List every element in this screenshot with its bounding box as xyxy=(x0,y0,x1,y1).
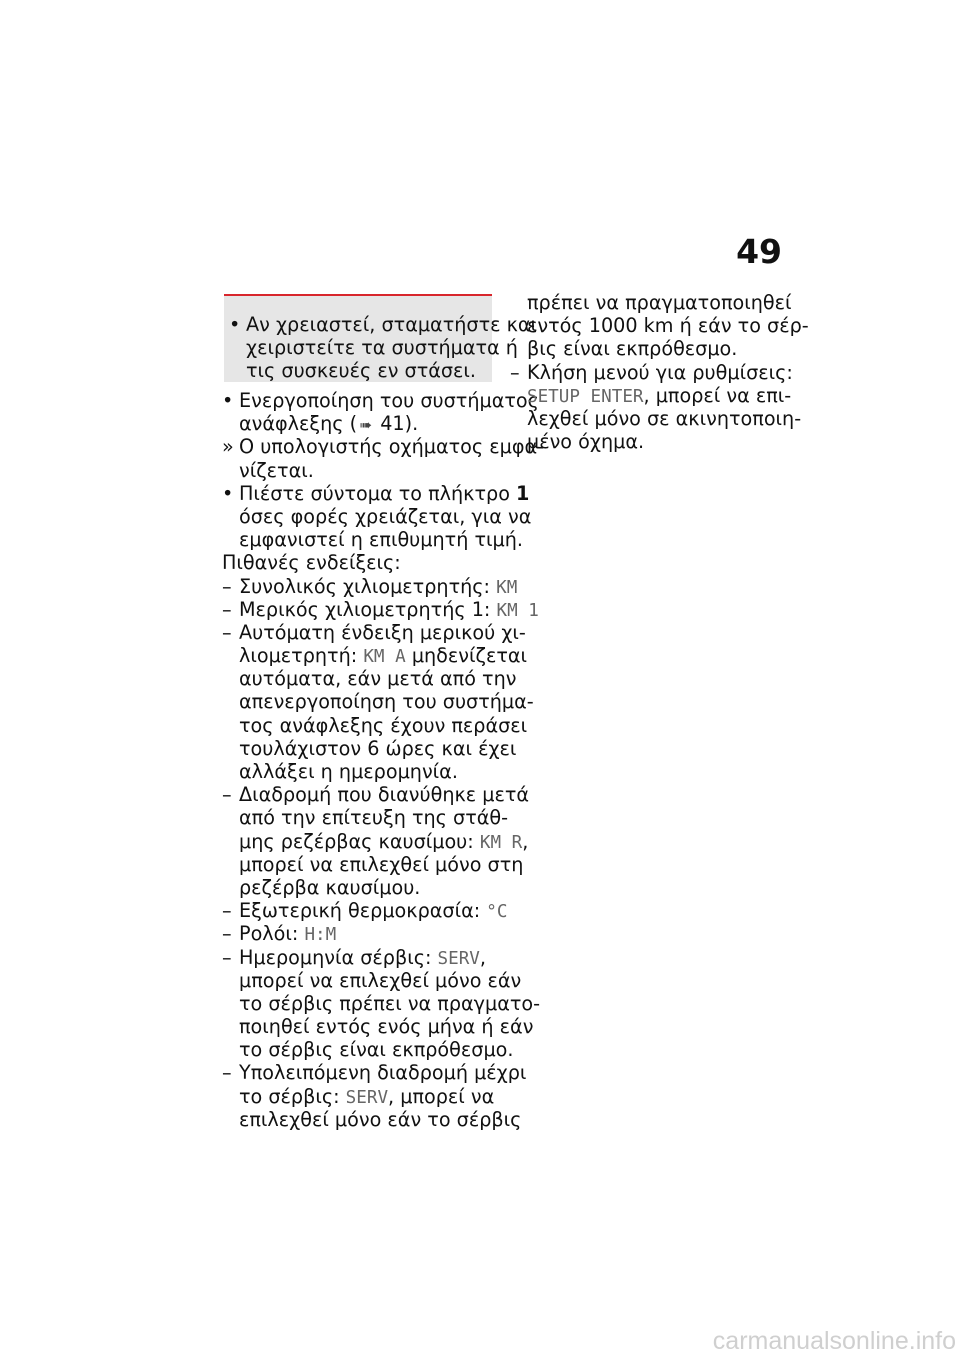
result-text: νίζεται. xyxy=(239,458,314,482)
list-item-text: Αυτόματη ένδειξη μερικού χι- xyxy=(239,620,526,644)
list-item-text: μης ρεζέρβας καυσίμου: xyxy=(239,829,480,853)
dash-marker: – xyxy=(222,922,232,946)
step-text: ανάφλεξης ( xyxy=(239,412,358,436)
list-item-text: από την επίτευξη της στάθ- xyxy=(239,806,509,830)
list-item-text: λεχθεί μόνο σε ακινητοποιη- xyxy=(527,406,802,430)
page-reference-arrow-icon: ➠ xyxy=(359,416,372,435)
dash-marker: – xyxy=(222,945,232,969)
list-item-text: επιλεχθεί μόνο εάν το σέρβις xyxy=(239,1107,522,1131)
list-item-text: μπορεί να επιλεχθεί μόνο εάν xyxy=(239,968,522,992)
right-column xyxy=(510,291,809,454)
list-item-text: το σέρβις πρέπει να πραγματο- xyxy=(239,991,541,1015)
dash-marker: – xyxy=(510,360,520,384)
list-item-text: απενεργοποίηση του συστήμα- xyxy=(239,690,534,714)
display-code: KM A xyxy=(363,647,406,668)
step-text: Πιέστε σύντομα το πλήκτρο xyxy=(239,481,517,505)
list-item-text: μένο όχημα. xyxy=(527,430,645,454)
watermark-footer[interactable]: carmanualsonline.info xyxy=(712,1327,956,1355)
display-code: SERV xyxy=(345,1087,389,1108)
list-item-text: Ημερομηνία σέρβις: xyxy=(239,945,438,969)
list-item-text: Ρολόι: xyxy=(239,922,305,946)
list-item-text: εντός 1000 km ή εάν το σέρ- xyxy=(527,314,809,338)
step-bullet: • xyxy=(222,481,234,505)
list-item-text: Κλήση μενού για ρυθμίσεις: xyxy=(527,360,793,384)
display-code: SETUP ENTER xyxy=(527,386,644,407)
note-text xyxy=(229,313,538,383)
list-item-text: Μερικός χιλιομετρητής 1: xyxy=(239,597,497,621)
dash-marker: – xyxy=(222,1061,232,1085)
list-item-text: Εξωτερική θερμοκρασία: xyxy=(239,899,487,923)
step-text: Ενεργοποίηση του συστήματος xyxy=(239,389,539,412)
display-code: SERV xyxy=(437,948,480,969)
list-item-text: Συνολικός χιλιομετρητής: xyxy=(239,574,497,598)
list-item-text: ποιηθεί εντός ενός μήνα ή εάν xyxy=(239,1015,534,1039)
list-item-text: Υπολειπόμενη διαδρομή μέχρι xyxy=(239,1061,527,1085)
list-item-text: το σέρβις: xyxy=(239,1084,346,1108)
list-item-text: τουλάχιστον 6 ώρες και έχει xyxy=(239,736,517,760)
display-code: °C xyxy=(486,902,508,923)
list-item-text: τος ανάφλεξης έχουν περάσει xyxy=(239,713,528,737)
page-number: 49 xyxy=(736,232,782,271)
display-code: H:M xyxy=(304,925,337,946)
left-column xyxy=(222,389,545,1131)
note-line: τις συσκευές εν στάσει. xyxy=(246,359,477,383)
list-item-text: πρέπει να πραγματοποιηθεί xyxy=(527,291,792,314)
key-label: 1 xyxy=(516,481,530,505)
dash-marker: – xyxy=(222,597,232,621)
page-reference[interactable]: 41). xyxy=(374,412,419,436)
dash-marker: – xyxy=(222,574,232,598)
list-item-text: , xyxy=(522,829,529,853)
step-bullet: • xyxy=(222,389,234,412)
note-bullet: • xyxy=(229,313,241,336)
result-text: Ο υπολογιστής οχήματος εμφα- xyxy=(239,435,545,459)
list-item-text: το σέρβις είναι εκπρόθεσμο. xyxy=(239,1038,514,1062)
list-item-text: μπορεί να επιλεχθεί μόνο στη xyxy=(239,852,524,876)
dash-marker: – xyxy=(222,899,232,923)
list-item-text: βις είναι εκπρόθεσμο. xyxy=(527,337,738,361)
list-item-text: μηδενίζεται xyxy=(405,644,528,668)
step-text: εμφανιστεί η επιθυμητή τιμή. xyxy=(239,528,523,552)
display-code: KM 1 xyxy=(496,600,539,621)
dash-marker: – xyxy=(222,620,232,644)
list-item-text: αλλάξει η ημερομηνία. xyxy=(239,760,458,783)
list-item-text: ρεζέρβα καυσίμου. xyxy=(239,875,421,899)
dash-marker: – xyxy=(222,783,232,807)
display-code: KM xyxy=(496,577,518,598)
list-item-text: , μπορεί να επι- xyxy=(643,383,792,407)
display-code: KM R xyxy=(479,832,523,853)
list-heading: Πιθανές ενδείξεις: xyxy=(222,551,401,575)
list-item-text: , μπορεί να xyxy=(388,1084,495,1108)
step-text: όσες φορές χρειάζεται, για να xyxy=(239,504,532,528)
note-line: χειριστείτε τα συστήματα ή xyxy=(246,336,518,360)
list-item-text: , xyxy=(479,945,487,969)
list-item-text: αυτόματα, εάν μετά από την xyxy=(239,667,517,691)
note-line: Αν χρειαστεί, σταματήστε και xyxy=(246,313,538,336)
list-item-text: Διαδρομή που διανύθηκε μετά xyxy=(239,783,530,807)
result-marker: » xyxy=(222,435,234,459)
list-item-text: λιομετρητή: xyxy=(239,644,364,668)
